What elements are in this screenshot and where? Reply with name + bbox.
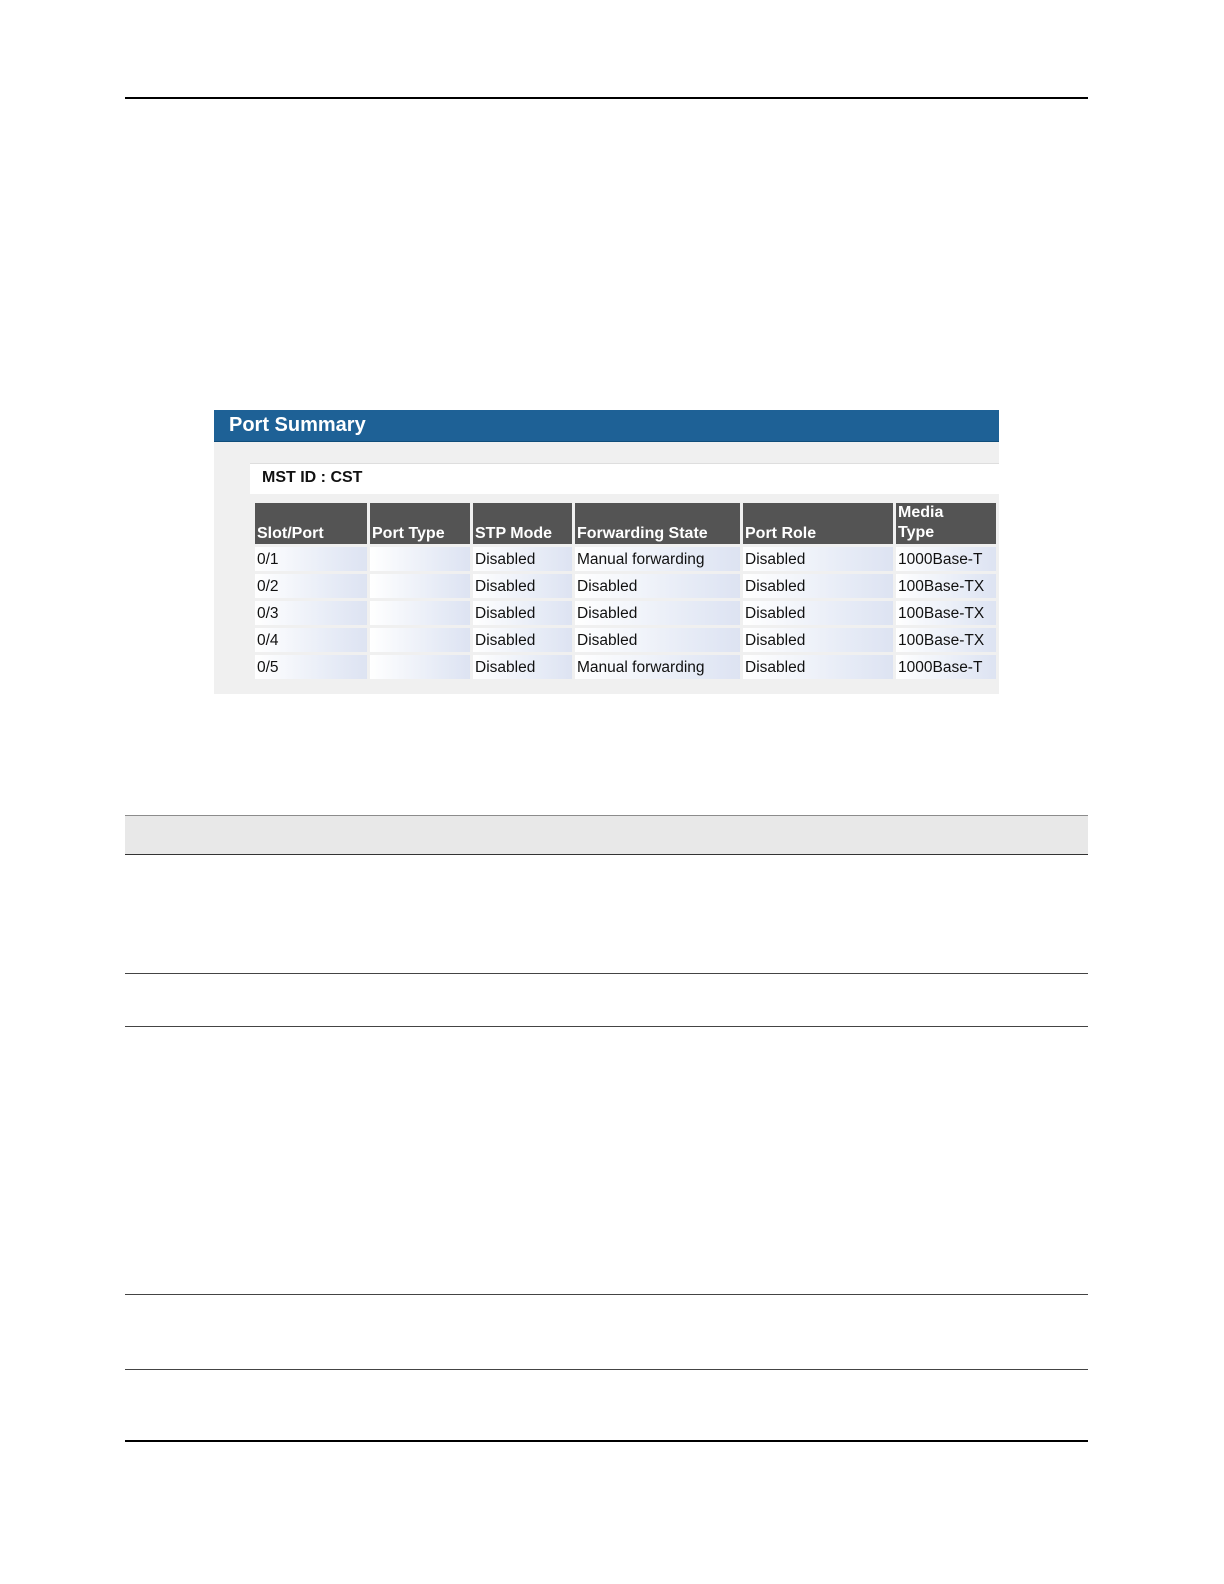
cell-port-role: Disabled — [743, 574, 893, 598]
cell-forwarding-state: Manual forwarding — [575, 655, 740, 679]
description-table-divider — [125, 1294, 1088, 1295]
cell-stp-mode: Disabled — [473, 628, 572, 652]
cell-stp-mode: Disabled — [473, 655, 572, 679]
cell-slot-port: 0/4 — [255, 628, 367, 652]
table-row[interactable] — [255, 547, 996, 571]
cell-port-role: Disabled — [743, 628, 893, 652]
cell-media-type: 1000Base-T — [896, 547, 996, 571]
cell-port-role: Disabled — [743, 547, 893, 571]
media-type-label: Media Type — [898, 504, 944, 541]
port-summary-table — [252, 500, 999, 682]
cell-stp-mode: Disabled — [473, 601, 572, 625]
table-header-row — [255, 503, 996, 544]
table-row[interactable] — [255, 628, 996, 652]
panel-title: Port Summary — [214, 410, 999, 442]
top-rule — [125, 97, 1088, 99]
col-header-forwarding-state[interactable]: Forwarding State — [575, 503, 740, 544]
cell-forwarding-state: Disabled — [575, 628, 740, 652]
cell-slot-port: 0/1 — [255, 547, 367, 571]
description-table-divider — [125, 973, 1088, 974]
col-header-media-type[interactable] — [896, 503, 996, 544]
table-row[interactable] — [255, 655, 996, 679]
cell-port-type — [370, 628, 470, 652]
cell-port-type — [370, 601, 470, 625]
cell-media-type: 100Base-TX — [896, 574, 996, 598]
cell-port-type — [370, 547, 470, 571]
table-row[interactable] — [255, 601, 996, 625]
cell-slot-port: 0/5 — [255, 655, 367, 679]
cell-forwarding-state: Disabled — [575, 574, 740, 598]
cell-port-type — [370, 574, 470, 598]
cell-stp-mode: Disabled — [473, 547, 572, 571]
port-summary-panel — [214, 410, 999, 694]
cell-slot-port: 0/2 — [255, 574, 367, 598]
description-table-divider — [125, 1026, 1088, 1027]
col-header-slot-port[interactable]: Slot/Port — [255, 503, 367, 544]
col-header-port-type[interactable]: Port Type — [370, 503, 470, 544]
description-table-header — [125, 815, 1088, 855]
cell-forwarding-state: Manual forwarding — [575, 547, 740, 571]
bottom-rule — [125, 1440, 1088, 1442]
cell-forwarding-state: Disabled — [575, 601, 740, 625]
cell-media-type: 100Base-TX — [896, 628, 996, 652]
col-header-port-role[interactable]: Port Role — [743, 503, 893, 544]
cell-port-type — [370, 655, 470, 679]
cell-slot-port: 0/3 — [255, 601, 367, 625]
cell-media-type: 1000Base-T — [896, 655, 996, 679]
mst-id-bar — [250, 463, 999, 494]
cell-stp-mode: Disabled — [473, 574, 572, 598]
table-row[interactable] — [255, 574, 996, 598]
mst-id-label: MST ID : CST — [262, 469, 363, 486]
description-table-divider — [125, 1369, 1088, 1370]
col-header-stp-mode[interactable]: STP Mode — [473, 503, 572, 544]
cell-media-type: 100Base-TX — [896, 601, 996, 625]
cell-port-role: Disabled — [743, 601, 893, 625]
cell-port-role: Disabled — [743, 655, 893, 679]
